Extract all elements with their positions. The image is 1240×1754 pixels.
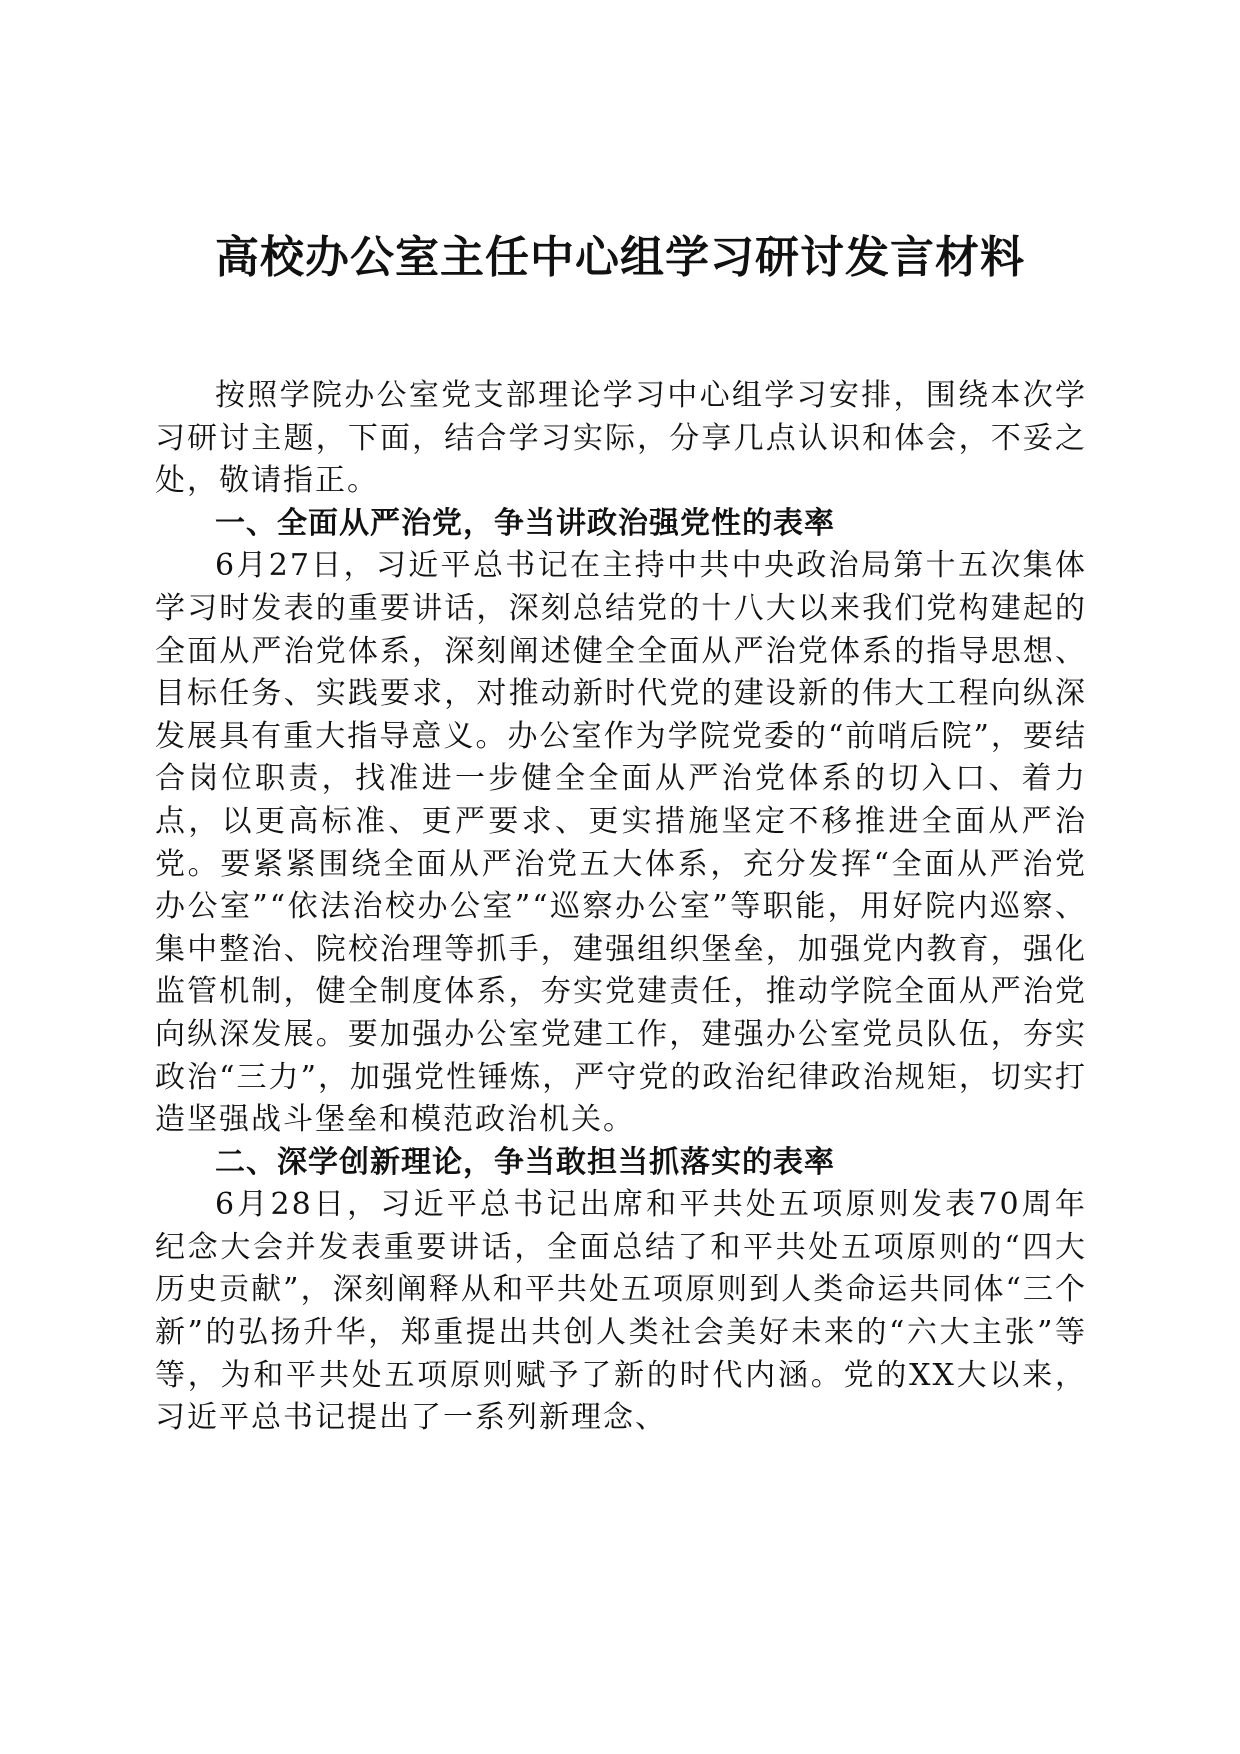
section-heading-2: 二、深学创新理论，争当敢担当抓落实的表率 xyxy=(215,1144,835,1180)
section-paragraph-2: 6月28日，习近平总书记出席和平共处五项原则发表70周年纪念大会并发表重要讲话，全面总结了和平共处五项原则的“四大历史贡献”，深刻阐释从和平共处五项原则到人类命运共同体“三个新”的弘扬升华，郑重提出共创人类社会美好未来的“六大主张”等等，为和平共处五项原则赋予了新的时代内涵。党的XX大以来，习近平总书记提出了一系列新理念、 xyxy=(155,1187,1087,1436)
intro-paragraph: 按照学院办公室党支部理论学习中心组学习安排，围绕本次学习研讨主题，下面，结合学习实际，分享几点认识和体会，不妥之处，敬请指正。 xyxy=(155,378,1087,499)
section-heading-1: 一、全面从严治党，争当讲政治强党性的表率 xyxy=(215,505,835,541)
section-paragraph-1: 6月27日，习近平总书记在主持中共中央政治局第十五次集体学习时发表的重要讲话，深刻总结党的十八大以来我们党构建起的全面从严治党体系，深刻阐述健全全面从严治党体系的指导思想、目标任务、实践要求，对推动新时代党的建设新的伟大工程向纵深发展具有重大指导意义。办公室作为学院党委的“前哨后院”，要结合岗位职责，找准进一步健全全面从严治党体系的切入口、着力点，以更高标准、更严要求、更实措施坚定不移推进全面从严治党。要紧紧围绕全面从严治党五大体系，充分发挥“全面从严治党办公室”“依法治校办公室”“巡察办公室”等职能，用好院内巡察、集中整治、院校治理等抓手，建强组织堡垒，加强党内教育，强化监管机制，健全制度体系，夯实党建责任，推动学院全面从严治党向纵深发展。要加强办公室党建工作，建强办公室党员队伍，夯实政治“三力”，加强党性锤炼，严守党的政治纪律政治规矩，切实打造坚强战斗堡垒和模范政治机关。 xyxy=(155,548,1087,1138)
document-title: 高校办公室主任中心组学习研讨发言材料 xyxy=(215,232,1025,283)
document-body xyxy=(155,375,1087,1440)
